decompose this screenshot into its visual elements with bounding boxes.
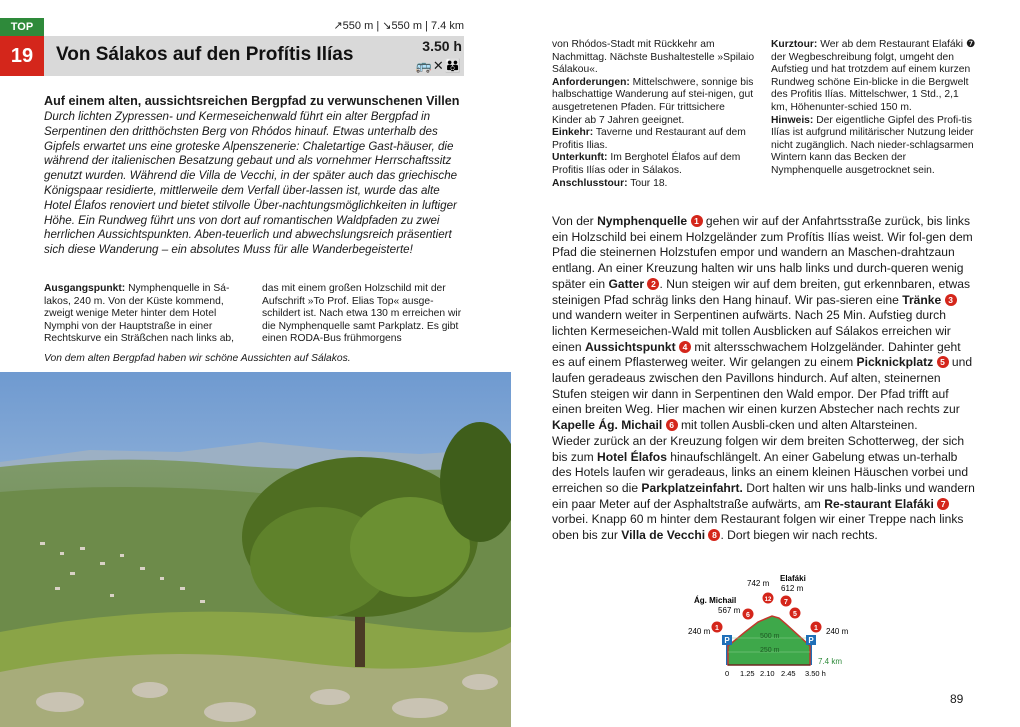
start-text-1: Nymphenquelle in Sá-lakos, 240 m. Von der Küste kommend, zweigt wenige Meter hinter dem Hotel Nymphi von der Hauptstraße in einer Rechtskurve ein Sträßchen nach links ab, xyxy=(44,283,235,345)
parking-icon xyxy=(722,635,732,645)
waypoint-badge: 6 xyxy=(666,419,678,431)
info-label: Unterkunft: xyxy=(552,152,608,164)
info-text: Taverne und Restaurant auf dem Profitis Ilias. xyxy=(552,127,746,151)
waypoint-marker xyxy=(763,593,774,604)
x-tick: 2.45 xyxy=(781,669,796,678)
waypoint-marker xyxy=(811,622,822,633)
grid-label: 250 m xyxy=(760,647,780,654)
michail-label: Ág. Michail xyxy=(694,596,737,605)
place-name: Hotel Élafos xyxy=(597,449,667,464)
restaurant-icon: ✕ xyxy=(432,58,445,73)
place-name: Gatter xyxy=(608,276,645,291)
place-name: Nymphenquelle xyxy=(597,214,688,228)
route-description xyxy=(552,214,976,544)
waypoint-marker xyxy=(743,609,754,620)
landscape-photo xyxy=(0,372,511,727)
info-label: Kurztour: xyxy=(771,39,818,50)
elafaki-label: Elafáki xyxy=(780,574,806,583)
tour-number: 19 xyxy=(0,36,44,76)
x-tick: 3.50 h xyxy=(805,669,826,678)
start-col-1 xyxy=(44,283,249,346)
place-name: Parkplatzeinfahrt. xyxy=(641,480,743,495)
family-icon: 👪 xyxy=(444,58,462,73)
tour-duration: 3.50 h xyxy=(422,38,462,54)
place-name: Villa de Vecchi xyxy=(621,528,706,543)
parking-icon xyxy=(806,635,816,645)
top-badge: TOP xyxy=(0,18,44,36)
start-altitude: 240 m xyxy=(688,627,711,636)
x-tick: 2.10 xyxy=(760,669,775,678)
end-altitude: 240 m xyxy=(826,627,849,636)
info-text: Im Berghotel Élafos auf dem Profitis Ilías oder in Sálakos. xyxy=(552,152,741,176)
info-text: Wer ab dem Restaurant Elafáki ❼ der Wegbeschreibung folgt, umgeht den Aufstieg und hat trotzdem auf einem kurzen Rundweg schöne Ein-blicke in die Bergwelt des Profitis Ilías. Mittelschwer, 1 Std., 2,1 km, Höhenunter-schied 150 m. xyxy=(771,39,976,113)
x-tick: 0 xyxy=(725,669,730,678)
waypoint-marker xyxy=(781,596,792,607)
page-number: 89 xyxy=(950,692,964,706)
svg-text:12: 12 xyxy=(764,597,772,603)
svg-text:1: 1 xyxy=(814,625,818,632)
start-col-2 xyxy=(262,283,468,346)
info-text: Der eigentliche Gipfel des Profi-tis Ilías ist aufgrund militärischer Nutzung leider nicht zugänglich. Nach nieder-schlagsarmen Wintern kann das Becken der Nymphenquelle ausgetrocknet sein. xyxy=(771,114,974,176)
intro-text xyxy=(44,110,468,258)
info-col-1 xyxy=(552,39,757,190)
svg-text:P: P xyxy=(808,636,814,645)
waypoint-badge: 8 xyxy=(708,529,720,541)
summit-altitude: 742 m xyxy=(747,579,770,588)
x-tick: 1.25 xyxy=(740,669,755,678)
waypoint-badge: 2 xyxy=(647,278,659,290)
intro-paragraph: Durch lichten Zypressen- und Kermeseichenwald führt ein alter Bergpfad in Serpentinen den dritthöchsten Berg von Rhódos hinauf. Etwas unterhalb des Gipfels erwartet uns eine groteske Alpenszenerie: Chaletartige Gast-häuser, die während der italienischen Besatzung gebaut und als vornehmer Herrschaftssitz genutzt wurden. Während die Villa de Vecchi, in der später auch das griechische Königspaar residierte, mittlerweile dem Verfall über-lassen ist, wurde das alte Hotel Élafos renoviert und bietet stilvolle Über-nachtungsmöglichkeiten in luftiger Höhe. Ein Rundweg führt uns von dort auf romantischen Waldpfaden zu zwei herrlichen Aussichtspunkten. Aben-teuerlich und abwechslungsreich präsentiert sich diese Wanderung – ein absolutes Muss für alle Wanderbegeisterte! xyxy=(44,110,458,257)
route-paragraph-2: Wieder zurück an der Kreuzung folgen wir dem breiten Schotterweg, der sich bis zum Hotel Élafos hinaufschlängelt. An einer Gabelung etwas un-terhalb des Hotels laufen wir geradeaus, links an einem kleinen Häuschen vorbei und erreichen so die Parkplatzeinfahrt. Dort halten wir uns halb-links und wandern ein paar Meter auf der Asphaltstraße aufwärts, am Re-staurant Elafáki 7 vorbei. Knapp 60 m hinter dem Restaurant folgen wir einer Treppe nach links oben bis zur Villa de Vecchi 8 . Dort biegen wir nach rechts. xyxy=(552,433,975,543)
info-label: Einkehr: xyxy=(552,127,594,139)
waypoint-badge: 5 xyxy=(937,356,949,368)
waypoint-badge: 7 xyxy=(937,498,949,510)
tour-icons xyxy=(410,58,462,74)
svg-text:7: 7 xyxy=(784,599,788,606)
svg-text:1: 1 xyxy=(715,625,719,632)
waypoint-marker xyxy=(712,622,723,633)
photo-caption: Von dem alten Bergpfad haben wir schöne Aussichten auf Sálakos. xyxy=(44,353,351,364)
info-text: von Rhódos-Stadt mit Rückkehr am Nachmittag. Nächste Bushaltestelle »Spilaio Sálakou«. xyxy=(552,39,755,76)
grid-label: 500 m xyxy=(760,633,780,640)
svg-text:6: 6 xyxy=(746,612,750,619)
distance-label: 7.4 km xyxy=(818,657,843,666)
info-label: Anforderungen: xyxy=(552,76,630,88)
tour-stats: ↗550 m | ↘550 m | 7.4 km xyxy=(333,20,464,32)
elevation-profile xyxy=(680,572,860,684)
start-label: Ausgangspunkt: xyxy=(44,283,126,294)
place-name: Aussichtspunkt xyxy=(584,339,676,354)
waypoint-badge: 1 xyxy=(691,215,703,227)
waypoint-badge: 4 xyxy=(679,341,691,353)
info-col-2 xyxy=(771,39,977,178)
svg-text:P: P xyxy=(724,636,730,645)
profile-area xyxy=(728,616,810,665)
elafaki-altitude: 612 m xyxy=(781,584,804,593)
start-text-2: das mit einem großen Holzschild mit der Aufschrift »To Prof. Elias Top« ausge-schildert ist. Nach etwa 130 m erreichen wir die Nymphenquelle samt Parkplatz. Es gibt einen RODA-Bus frühmorgens xyxy=(262,283,462,345)
lead-heading: Auf einem alten, aussichtsreichen Bergpfad zu verwunschenen Villen xyxy=(44,94,460,108)
svg-text:5: 5 xyxy=(793,611,797,618)
tour-title: Von Sálakos auf den Profítis Ilías xyxy=(56,44,354,65)
bus-icon: 🚌 xyxy=(415,58,433,73)
place-name: Tränke xyxy=(902,292,942,307)
info-label: Anschlusstour: xyxy=(552,177,628,189)
route-paragraph-1: Von der Nymphenquelle 1 gehen wir auf der Anfahrtsstraße zurück, bis links ein Holzschild bei einem Holzgeländer zum Profítis Ilías weist. Wir fol-gen dem Pfad die steinernen Holzstufen empor und wandern an Maschen-drahtzaun entlang. An einer Kreuzung halten wir uns halb links und durch-queren wenig später ein Gatter 2 . Nun steigen wir auf dem breiten, gut erkennbaren, etwas steinigen Pfad schräg links den Hang hinauf. Wir pas-sieren eine Tränke 3 und wandern weiter in Serpentinen aufwärts. Nach 25 Min. Aufstieg durch lichten Kermeseichen-Wald mit tollen Ausblicken auf Sálakos erreichen wir einen Aussichtspunkt 4 mit altersschwachem Holzgeländer. Dahinter geht es auf einem Pflasterweg weiter. Wir gelangen zu einem Picknickplatz 5 und laufen geradeaus zwischen den Pavillons hindurch. Auf alten, steinernen Stufen steigen wir dann in Serpentinen den Wald empor. Der Pfad trifft auf einen breiten Weg. Hier machen wir einen kurzen Abstecher nach rechts zur Kapelle Ág. Michail 6 mit tollen Ausbli-cken und alten Altarsteinen. xyxy=(552,214,973,433)
info-label: Hinweis: xyxy=(771,114,814,126)
info-text: Tour 18. xyxy=(627,177,668,189)
place-name: Picknickplatz xyxy=(856,355,934,370)
info-text: Mittelschwere, sonnige bis halbschattige Wanderung auf stei-nigen, gut ausgetretenen Pfaden. Für trittsichere Kinder ab 7 Jahren geeignet. xyxy=(552,76,754,126)
waypoint-marker xyxy=(790,608,801,619)
place-name: Kapelle Ág. Michail xyxy=(552,418,663,433)
michail-altitude: 567 m xyxy=(718,606,741,615)
place-name: Re-staurant Elafáki xyxy=(824,496,934,511)
waypoint-badge: 3 xyxy=(945,294,957,306)
